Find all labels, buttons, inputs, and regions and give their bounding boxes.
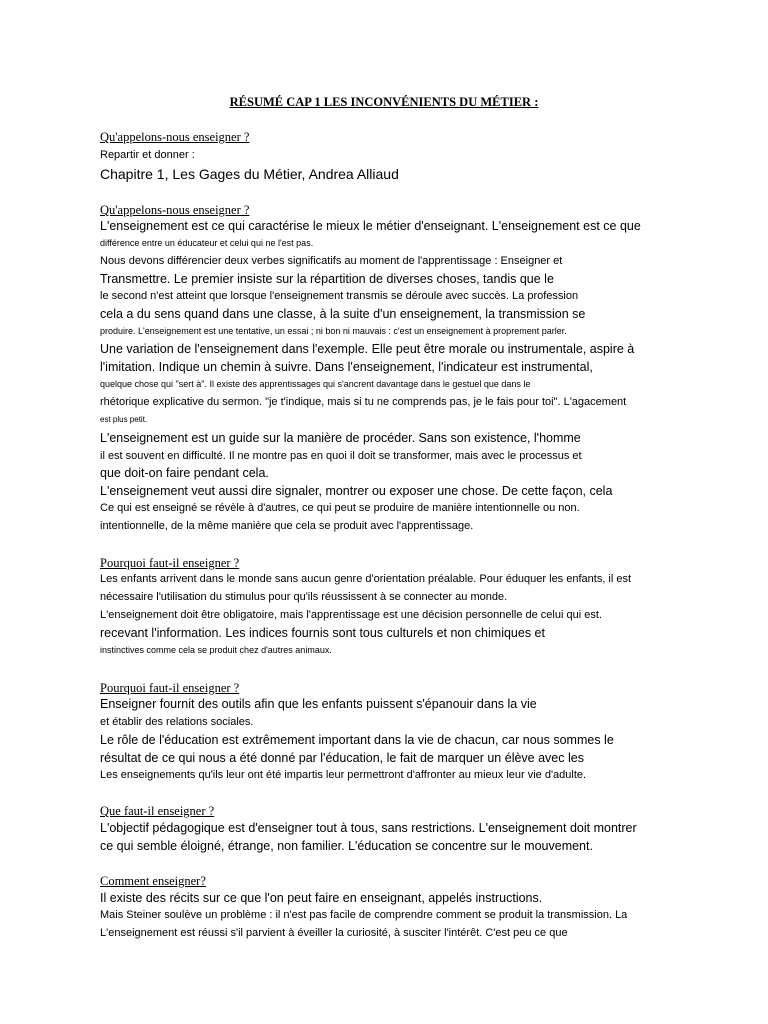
text-line: cela a du sens quand dans une classe, à la suite d'un enseignement, la transmission se — [100, 307, 586, 321]
text-line: L'enseignement est réussi s'il parvient à éveiller la curiosité, à susciter l'intérêt. C'est peu ce que — [100, 927, 568, 939]
text-line: et établir des relations sociales. — [100, 716, 254, 728]
section-heading: Pourquoi faut-il enseigner ? — [100, 681, 240, 695]
text-line: intentionnelle, de la même manière que cela se produit avec l'apprentissage. — [100, 520, 474, 532]
text-line: Transmettre. Le premier insiste sur la répartition de diverses choses, tandis que le — [100, 272, 554, 286]
section-heading: Pourquoi faut-il enseigner ? — [100, 556, 240, 570]
text-line: quelque chose qui "sert à". Il existe des apprentissages qui s'ancrent davantage dans le gestuel que dans le — [100, 379, 531, 389]
text-line: ce qui semble éloigné, étrange, non familier. L'éducation se concentre sur le mouvement. — [100, 839, 593, 853]
text-line: recevant l'information. Les indices fournis sont tous culturels et non chimiques et — [100, 626, 545, 640]
section-heading: Qu'appelons-nous enseigner ? — [100, 130, 250, 144]
text-line: Les enseignements qu'ils leur ont été impartis leur permettront d'affronter au mieux leur vie d'adulte. — [100, 769, 587, 781]
text-line: Le rôle de l'éducation est extrêmement important dans la vie de chacun, car nous sommes le — [100, 733, 614, 747]
text-line: résultat de ce qui nous a été donné par l'éducation, le fait de marquer un élève avec les — [100, 751, 584, 765]
text-line: L'enseignement doit être obligatoire, mais l'apprentissage est une décision personnelle de celui qui est. — [100, 609, 602, 621]
text-line: que doit-on faire pendant cela. — [100, 466, 269, 480]
text-line: produire. L'enseignement est une tentative, un essai ; ni bon ni mauvais : c'est un enseignement à proprement parler. — [100, 326, 567, 336]
text-line: le second n'est atteint que lorsque l'enseignement transmis se déroule avec succès. La profession — [100, 290, 579, 302]
section-heading: Qu'appelons-nous enseigner ? — [100, 203, 250, 217]
text-line: Il existe des récits sur ce que l'on peut faire en enseignant, appelés instructions. — [100, 891, 543, 905]
section-heading: Comment enseigner? — [100, 874, 206, 888]
text-line: est plus petit. — [100, 415, 148, 424]
section-heading: Que faut-il enseigner ? — [100, 804, 215, 818]
text-line: il est souvent en difficulté. Il ne montre pas en quoi il doit se transformer, mais avec le processus et — [100, 450, 582, 462]
text-line: Chapitre 1, Les Gages du Métier, Andrea Alliaud — [100, 166, 399, 182]
text-line: Repartir et donner : — [100, 149, 195, 161]
text-line: rhétorique explicative du sermon. "je t'indique, mais si tu ne comprends pas, je le fais pour toi". L'agacement — [100, 396, 627, 408]
text-line: L'enseignement est un guide sur la manière de procéder. Sans son existence, l'homme — [100, 431, 581, 445]
text-line: L'objectif pédagogique est d'enseigner tout à tous, sans restrictions. L'enseignement doit montrer — [100, 821, 637, 835]
text-line: Ce qui est enseigné se révèle à d'autres, ce qui peut se produire de manière intentionnelle ou non. — [100, 502, 580, 514]
text-line: Enseigner fournit des outils afin que les enfants puissent s'épanouir dans la vie — [100, 697, 537, 711]
text-line: Une variation de l'enseignement dans l'exemple. Elle peut être morale ou instrumentale, aspire à — [100, 342, 635, 356]
document-title: RÉSUMÉ CAP 1 LES INCONVÉNIENTS DU MÉTIER : — [229, 95, 539, 109]
text-line: Les enfants arrivent dans le monde sans aucun genre d'orientation préalable. Pour éduquer les enfants, il est — [100, 573, 632, 585]
text-line: Mais Steiner soulève un problème : il n'est pas facile de comprendre comment se produit la transmission. La — [100, 909, 628, 921]
text-line: instinctives comme cela se produit chez d'autres animaux. — [100, 645, 332, 655]
text-line: différence entre un éducateur et celui qui ne l'est pas. — [100, 238, 314, 248]
text-line: L'enseignement veut aussi dire signaler, montrer ou exposer une chose. De cette façon, cela — [100, 484, 613, 498]
text-line: L'enseignement est ce qui caractérise le mieux le métier d'enseignant. L'enseignement est ce que — [100, 219, 641, 233]
text-line: l'imitation. Indique un chemin à suivre. Dans l'enseignement, l'indicateur est instrumental, — [100, 360, 593, 374]
text-line: Nous devons différencier deux verbes significatifs au moment de l'apprentissage : Enseigner et — [100, 255, 563, 267]
text-line: nécessaire l'utilisation du stimulus pour qu'ils réussissent à se connecter au monde. — [100, 591, 508, 603]
